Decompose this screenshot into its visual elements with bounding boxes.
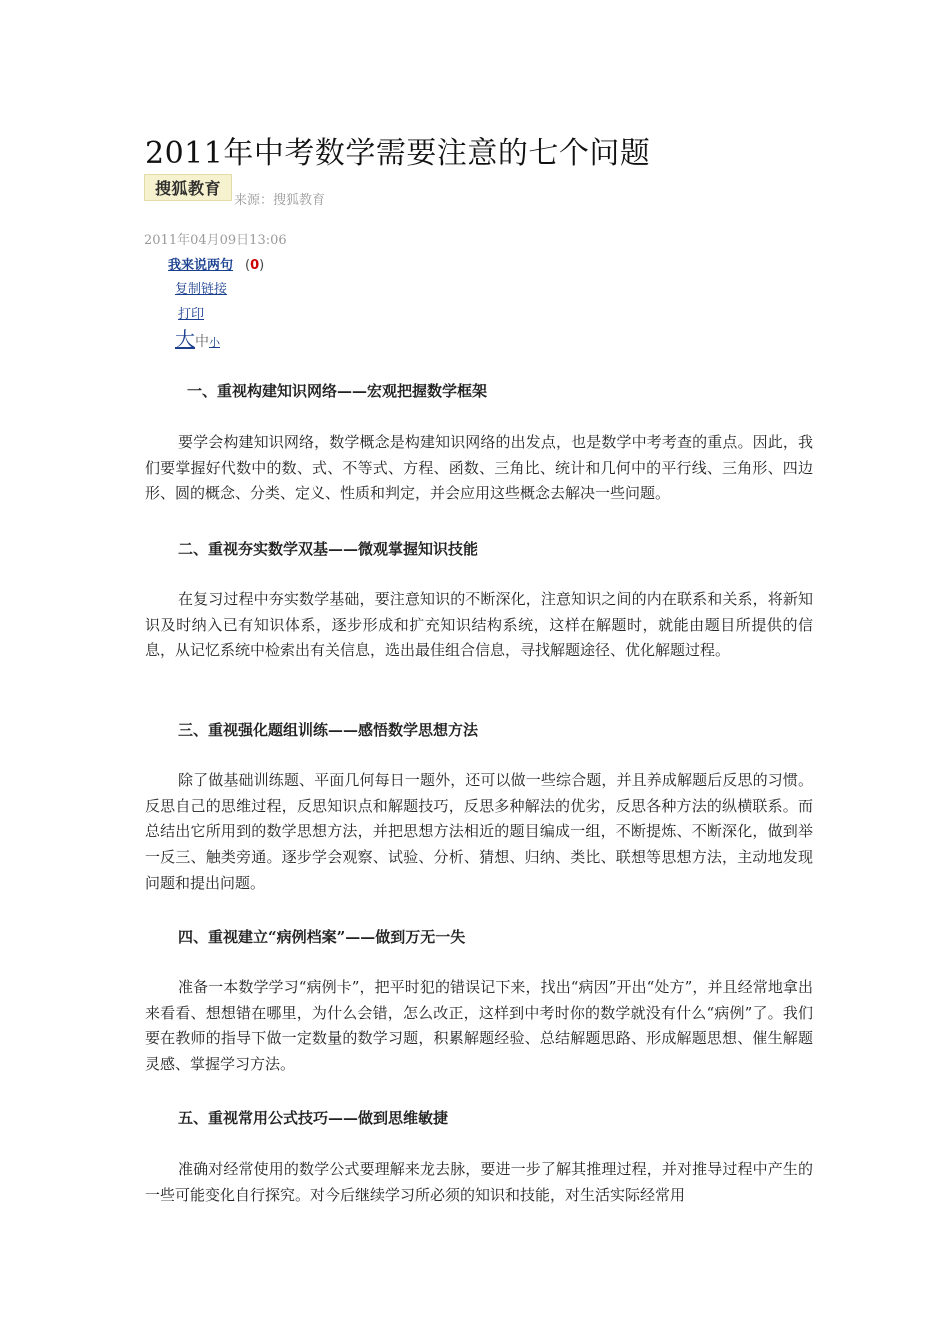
- section-paragraph: 除了做基础训练题、平面几何每日一题外，还可以做一些综合题，并且养成解题后反思的习惯。反思自己的思维过程，反思知识点和解题技巧，反思多种解法的优劣，反思各种方法的纵横联系。而总结出它所用到的数学思想方法，并把思想方法相近的题目编成一组，不断提炼、不断深化，做到举一反三、触类旁通。逐步学会观察、试验、分析、猜想、归纳、类比、联想等思想方法，主动地发现问题和提出问题。: [145, 771, 813, 892]
- sohu-education-logo: [144, 174, 232, 201]
- article-title: 2011年中考数学需要注意的七个问题: [145, 136, 651, 171]
- font-size-large[interactable]: 大: [175, 327, 195, 351]
- comment-count: [245, 258, 264, 273]
- comment-row: [168, 254, 264, 273]
- article-source: 来源：搜狐教育: [234, 193, 326, 208]
- section-heading: 一、重视构建知识网络——宏观把握数学框架: [187, 382, 488, 400]
- copy-link[interactable]: 复制链接: [175, 282, 228, 297]
- section-heading: 二、重视夯实数学双基——微观掌握知识技能: [178, 540, 479, 558]
- comment-count-open: (: [245, 258, 251, 273]
- section-heading: 五、重视常用公式技巧——做到思维敏捷: [178, 1109, 449, 1127]
- print-link[interactable]: 打印: [178, 307, 205, 322]
- logo-text: 搜狐教育: [154, 179, 221, 198]
- section-paragraph: 要学会构建知识网络，数学概念是构建知识网络的出发点，也是数学中考考查的重点。因此，我们要掌握好代数中的数、式、不等式、方程、函数、三角比、统计和几何中的平行线、三角形、四边形、圆的概念、分类、定义、性质和判定，并会应用这些概念去解决一些问题。: [145, 433, 813, 503]
- section-paragraph: 在复习过程中夯实数学基础，要注意知识的不断深化，注意知识之间的内在联系和关系，将新知识及时纳入已有知识体系，逐步形成和扩充知识结构系统，这样在解题时，就能由题目所提供的信息，从记忆系统中检索出有关信息，选出最佳组合信息，寻找解题途径、优化解题过程。: [145, 590, 813, 660]
- comment-count-value: 0: [250, 258, 260, 273]
- font-size-small[interactable]: 小: [209, 336, 220, 349]
- font-size-switcher: [175, 323, 220, 352]
- comment-link[interactable]: 我来说两句: [168, 258, 234, 273]
- comment-count-close: ): [259, 258, 265, 273]
- section-heading: 四、重视建立“病例档案”——做到万无一失: [178, 928, 466, 946]
- section-paragraph: 准确对经常使用的数学公式要理解来龙去脉，要进一步了解其推理过程，并对推导过程中产生的一些可能变化自行探究。对今后继续学习所必须的知识和技能，对生活实际经常用: [145, 1160, 813, 1204]
- section-paragraph: 准备一本数学学习“病例卡”，把平时犯的错误记下来，找出“病因”开出“处方”，并且经常地拿出来看看、想想错在哪里，为什么会错，怎么改正，这样到中考时你的数学就没有什么“病例”了。我们要在教师的指导下做一定数量的数学习题，积累解题经验、总结解题思路、形成解题思想、催生解题灵感、掌握学习方法。: [145, 978, 813, 1074]
- article-date: 2011年04月09日13:06: [144, 233, 287, 248]
- section-heading: 三、重视强化题组训练——感悟数学思想方法: [178, 721, 479, 739]
- font-size-medium[interactable]: 中: [195, 334, 209, 350]
